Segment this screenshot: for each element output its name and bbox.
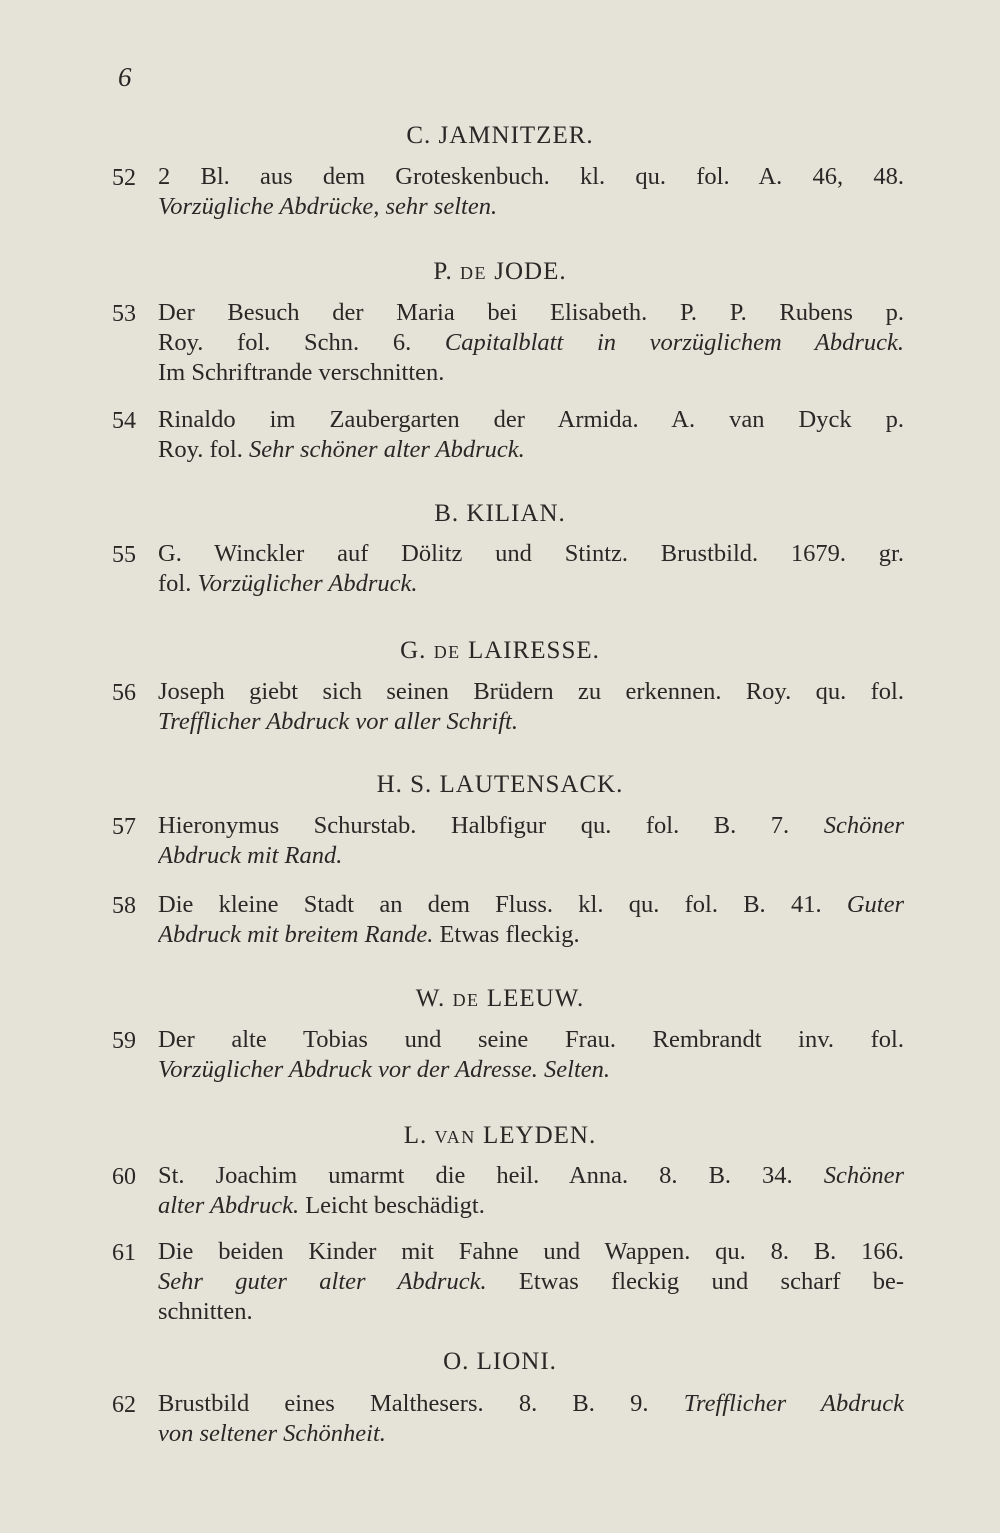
entry-line <box>158 192 904 222</box>
entry-number: 61 <box>112 1240 136 1266</box>
section-heading <box>0 771 1000 799</box>
entry-line <box>158 841 904 871</box>
entry-italic-text: Trefflicher Abdruck vor aller Schrift. <box>158 708 518 735</box>
entry-text: Leicht beschädigt. <box>299 1192 485 1219</box>
entry-line <box>158 677 904 707</box>
entry-text: Etwas fleckig und scharf be- <box>486 1268 904 1295</box>
heading-particle: DE <box>460 263 488 283</box>
entry-text: Rinaldo im Zaubergarten der Armida. A. van Dyck p. <box>158 406 904 433</box>
entry-line <box>158 569 904 599</box>
entry-line <box>158 1025 904 1055</box>
entry-text: Joseph giebt sich seinen Brüdern zu erkennen. Roy. qu. fol. <box>158 678 904 705</box>
section-heading-text: C. JAMNITZER. <box>406 122 594 149</box>
entry-number: 55 <box>112 542 136 568</box>
heading-particle: DE <box>452 990 480 1010</box>
entry-text: Roy. fol. <box>158 436 249 463</box>
entry-italic-text: Schöner <box>823 1162 904 1189</box>
entry-line <box>158 1297 904 1327</box>
entry-line <box>158 1267 904 1297</box>
heading-surname: LEEUW. <box>486 985 585 1012</box>
entry-line <box>158 811 904 841</box>
heading-particle: DE <box>433 642 461 662</box>
entry-text: G. Winckler auf Dölitz und Stintz. Brustbild. 1679. gr. <box>158 540 904 567</box>
section-heading <box>0 985 1000 1013</box>
entry-text: Hieronymus Schurstab. Halbfigur qu. fol. B. 7. <box>158 812 824 839</box>
section-heading-text: B. KILIAN. <box>434 500 566 527</box>
entry-line <box>158 358 904 388</box>
entry-line <box>158 890 904 920</box>
entry-text: schnitten. <box>158 1298 253 1325</box>
section-heading <box>0 500 1000 528</box>
entry-line <box>158 298 904 328</box>
entry-line <box>158 1161 904 1191</box>
entry-italic-text: alter Abdruck. <box>158 1192 300 1219</box>
section-heading <box>0 122 1000 150</box>
entry-text: Der alte Tobias und seine Frau. Rembrandt inv. fol. <box>158 1026 904 1053</box>
entry-italic-text: Capitalblatt in vorzüglichem Abdruck. <box>444 329 904 356</box>
entry-text: Die beiden Kinder mit Fahne und Wappen. qu. 8. B. 166. <box>158 1238 904 1265</box>
entry-number: 60 <box>112 1164 136 1190</box>
entry-line <box>158 1419 904 1449</box>
entry-italic-text: Vorzüglicher Abdruck vor der Adresse. Selten. <box>158 1056 611 1083</box>
entry-line <box>158 405 904 435</box>
entry-number: 52 <box>112 165 136 191</box>
section-heading-text: O. LIONI. <box>443 1348 557 1375</box>
entry-number: 56 <box>112 680 136 706</box>
entry-italic-text: von seltener Schönheit. <box>158 1420 386 1447</box>
entry-number: 62 <box>112 1392 136 1418</box>
entry-italic-text: Abdruck mit breitem Rande. <box>158 921 434 948</box>
entry-line <box>158 328 904 358</box>
entry-line <box>158 707 904 737</box>
heading-particle: VAN <box>434 1127 476 1147</box>
entry-line <box>158 1389 904 1419</box>
heading-surname: LAIRESSE. <box>467 637 600 664</box>
entry-text: 2 Bl. aus dem Groteskenbuch. kl. qu. fol. A. 46, 48. <box>158 163 904 190</box>
entry-text: Etwas fleckig. <box>433 921 580 948</box>
entry-line <box>158 1237 904 1267</box>
entry-number: 58 <box>112 893 136 919</box>
entry-line <box>158 1191 904 1221</box>
entry-number: 59 <box>112 1028 136 1054</box>
entry-italic-text: Schöner <box>823 812 904 839</box>
page-number: 6 <box>118 62 132 92</box>
entry-text: Brustbild eines Malthesers. 8. B. 9. <box>158 1390 684 1417</box>
entry-text: Roy. fol. Schn. 6. <box>158 329 445 356</box>
entry-italic-text: Vorzügliche Abdrücke, sehr selten. <box>158 193 498 220</box>
section-heading <box>0 1122 1000 1150</box>
entry-line <box>158 435 904 465</box>
heading-surname: JODE. <box>494 258 567 285</box>
entry-italic-text: Guter <box>846 891 904 918</box>
section-heading <box>0 258 1000 286</box>
heading-initial: P. <box>433 258 453 285</box>
entry-italic-text: Sehr schöner alter Abdruck. <box>248 436 525 463</box>
heading-surname: LEYDEN. <box>482 1122 597 1149</box>
entry-text: Im Schriftrande verschnitten. <box>158 359 445 386</box>
entry-number: 54 <box>112 408 136 434</box>
entry-text: fol. <box>158 570 198 597</box>
entry-number: 53 <box>112 301 136 327</box>
entry-text: St. Joachim umarmt die heil. Anna. 8. B. 34. <box>158 1162 824 1189</box>
heading-initial: W. <box>415 985 446 1012</box>
entry-line <box>158 920 904 950</box>
entry-number: 57 <box>112 814 136 840</box>
entry-italic-text: Abdruck mit Rand. <box>158 842 343 869</box>
entry-text: Die kleine Stadt an dem Fluss. kl. qu. fol. B. 41. <box>158 891 847 918</box>
entry-italic-text: Trefflicher Abdruck <box>683 1390 904 1417</box>
entry-italic-text: Vorzüglicher Abdruck. <box>197 570 418 597</box>
section-heading <box>0 637 1000 665</box>
entry-line <box>158 1055 904 1085</box>
section-heading-text: H. S. LAUTENSACK. <box>376 771 624 798</box>
section-heading <box>0 1348 1000 1376</box>
entry-italic-text: Sehr guter alter Abdruck. <box>158 1268 487 1295</box>
entry-text: Der Besuch der Maria bei Elisabeth. P. P. Rubens p. <box>158 299 904 326</box>
heading-initial: L. <box>403 1122 428 1149</box>
entry-line <box>158 162 904 192</box>
heading-initial: G. <box>400 637 427 664</box>
entry-line <box>158 539 904 569</box>
